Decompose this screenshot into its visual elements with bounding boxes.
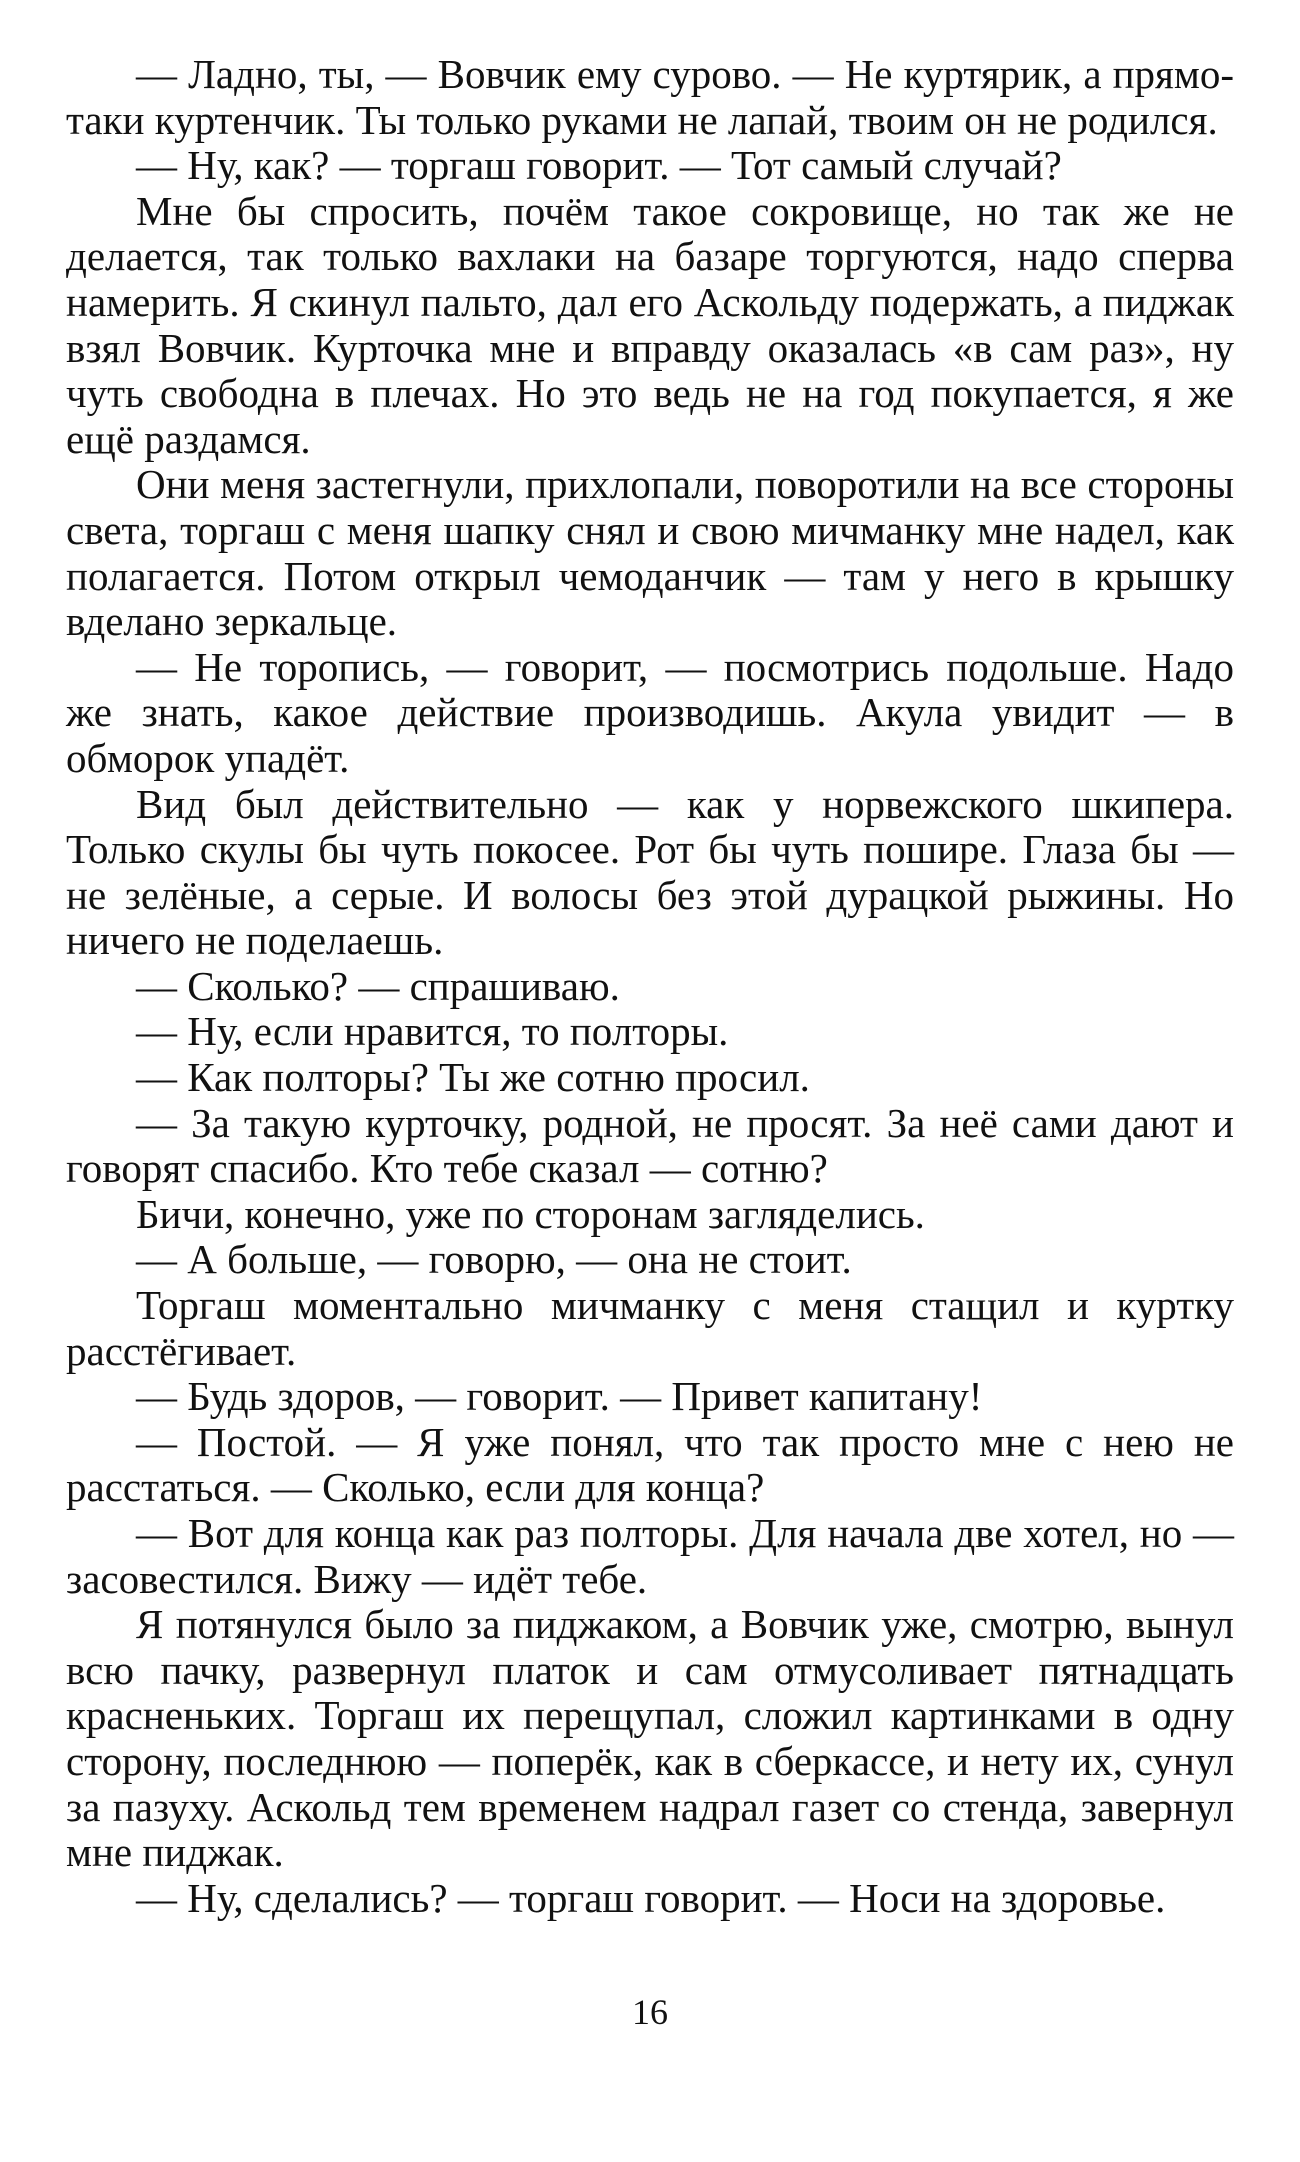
body-text (66, 52, 1234, 1921)
paragraph: — Ну, если нравится, то полторы. (136, 1008, 729, 1055)
paragraph: — Как полторы? Ты же сотню просил. (136, 1054, 810, 1101)
paragraph: — За такую курточку, родной, не просят. За неё сами дают и говорят спасибо. Кто тебе сказал — сотню? (66, 1099, 1234, 1192)
paragraph: — Ну, как? — торгаш говорит. — Тот самый случай? (136, 142, 1062, 189)
paragraph: — Ну, сделались? — торгаш говорит. — Носи на здоровье. (136, 1874, 1166, 1921)
paragraph: — Постой. — Я уже понял, что так просто мне с нею не расстаться. — Сколько, если для конца? (66, 1418, 1234, 1511)
paragraph: Бичи, конечно, уже по сторонам загляделись. (136, 1190, 925, 1237)
paragraph: Я потянулся было за пиджаком, а Вовчик уже, смотрю, вынул всю пачку, развернул платок и сам отмусоливает пятнадцать красненьких. Торгаш их перещупал, сложил картинками в одну сторону, последнюю — поперёк, как в сберкассе, и нету их, сунул за пазуху. Аскольд тем временем надрал газет со стенда, завернул мне пиджак. (66, 1601, 1234, 1876)
paragraph: — Ладно, ты, — Вовчик ему сурово. — Не куртярик, а прямо-таки куртенчик. Ты только руками не лапай, твоим он не родился. (66, 51, 1234, 143)
paragraph: — Будь здоров, — говорит. — Привет капитану! (136, 1373, 983, 1420)
paragraph: Они меня застегнули, прихлопали, поворотили на все стороны света, торгаш с меня шапку снял и свою мичманку мне надел, как полагается. Потом открыл чемоданчик — там у него в крышку вделано зеркальце. (66, 461, 1234, 645)
paragraph: — А больше, — говорю, — она не стоит. (136, 1236, 852, 1283)
paragraph: — Сколько? — спрашиваю. (136, 962, 620, 1009)
paragraph: Вид был действительно — как у норвежского шкипера. Только скулы бы чуть покосее. Рот бы чуть пошире. Глаза бы — не зелёные, а серые. И волосы без этой дурацкой рыжины. Но ничего не поделаешь. (66, 780, 1234, 964)
paragraph: Торгаш моментально мичманку с меня стащил и куртку расстёгивает. (66, 1282, 1234, 1374)
page-number: 16 (632, 1992, 668, 2032)
paragraph: — Не торопись, — говорит, — посмотрись подольше. Надо же знать, какое действие производишь. Акула увидит — в обморок упадёт. (66, 643, 1234, 781)
paragraph: Мне бы спросить, почём такое сокровище, но так же не делается, так только вахлаки на базаре торгуются, надо сперва намерить. Я скинул пальто, дал его Аскольду подержать, а пиджак взял Вовчик. Курточка мне и вправду оказалась «в сам раз», ну чуть свободна в плечах. Но это ведь не на год покупается, я же ещё раздамся. (66, 187, 1234, 462)
paragraph: — Вот для конца как раз полторы. Для начала две хотел, но — засовестился. Вижу — идёт тебе. (66, 1510, 1234, 1602)
